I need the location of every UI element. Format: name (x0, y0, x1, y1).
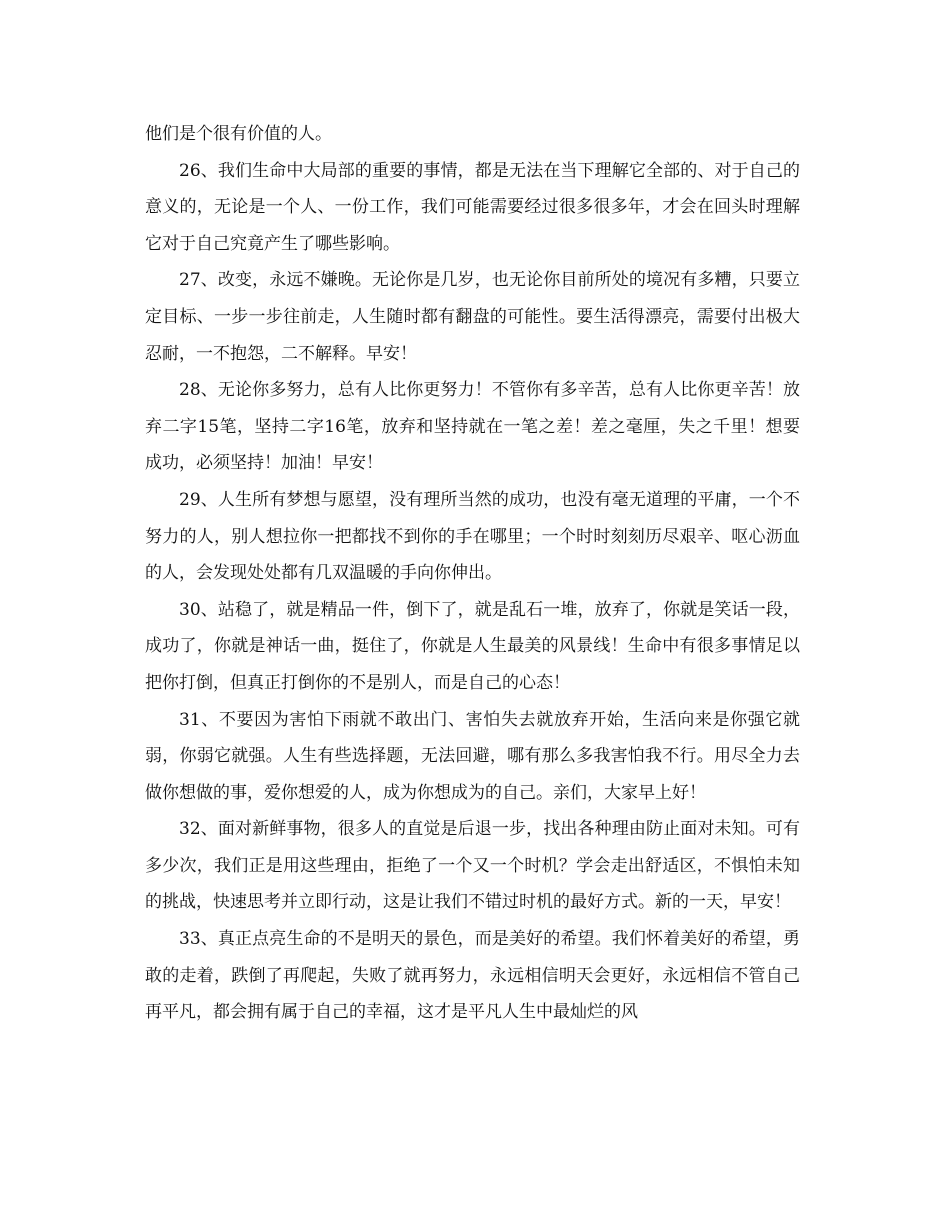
paragraph-31: 31、不要因为害怕下雨就不敢出门、害怕失去就放弃开始，生活向来是你强它就弱，你弱它就强。人生有些选择题，无法回避，哪有那么多我害怕我不行。用尽全力去做你想做的事，爱你想爱的人，成为你想成为的自己。亲们，大家早上好！ (145, 709, 800, 803)
paragraph-29: 29、人生所有梦想与愿望，没有理所当然的成功，也没有毫无道理的平庸，一个不努力的人，别人想拉你一把都找不到你的手在哪里；一个时时刻刻历尽艰辛、呕心沥血的人，会发现处处都有几双温暖的手向你伸出。 (145, 489, 800, 584)
paragraph-33: 33、真正点亮生命的不是明天的景色，而是美好的希望。我们怀着美好的希望，勇敢的走着，跌倒了再爬起，失败了就再努力，永远相信明天会更好，永远相信不管自己再平凡，都会拥有属于自己的幸福，这才是平凡人生中最灿烂的风 (145, 929, 800, 1023)
paragraph-32: 32、面对新鲜事物，很多人的直觉是后退一步，找出各种理由防止面对未知。可有多少次，我们正是用这些理由，拒绝了一个又一个时机？学会走出舒适区，不惧怕未知的挑战，快速思考并立即行动，这是让我们不错过时机的最好方式。新的一天，早安！ (145, 819, 800, 913)
paragraph-30: 30、站稳了，就是精品一件，倒下了，就是乱石一堆，放弃了，你就是笑话一段，成功了，你就是神话一曲，挺住了，你就是人生最美的风景线！生命中有很多事情足以把你打倒，但真正打倒你的不是别人，而是自己的心态！ (145, 599, 800, 693)
paragraph-27: 27、改变，永远不嫌晚。无论你是几岁，也无论你目前所处的境况有多糟，只要立定目标、一步一步往前走，人生随时都有翻盘的可能性。要生活得漂亮，需要付出极大忍耐，一不抱怨，二不解释。早安！ (145, 270, 800, 364)
document-page (145, 116, 800, 1031)
paragraph-continuation: 他们是个很有价值的人。 (145, 124, 332, 144)
paragraph-26: 26、我们生命中大局部的重要的事情，都是无法在当下理解它全部的、对于自己的意义的，无论是一个人、一份工作，我们可能需要经过很多很多年，才会在回头时理解它对于自己究竟产生了哪些影响。 (145, 160, 800, 254)
paragraph-28: 28、无论你多努力，总有人比你更努力！不管你有多辛苦，总有人比你更辛苦！放弃二字15笔，坚持二字16笔，放弃和坚持就在一笔之差！差之毫厘，失之千里！想要成功，必须坚持！加油！早安！ (145, 380, 800, 474)
